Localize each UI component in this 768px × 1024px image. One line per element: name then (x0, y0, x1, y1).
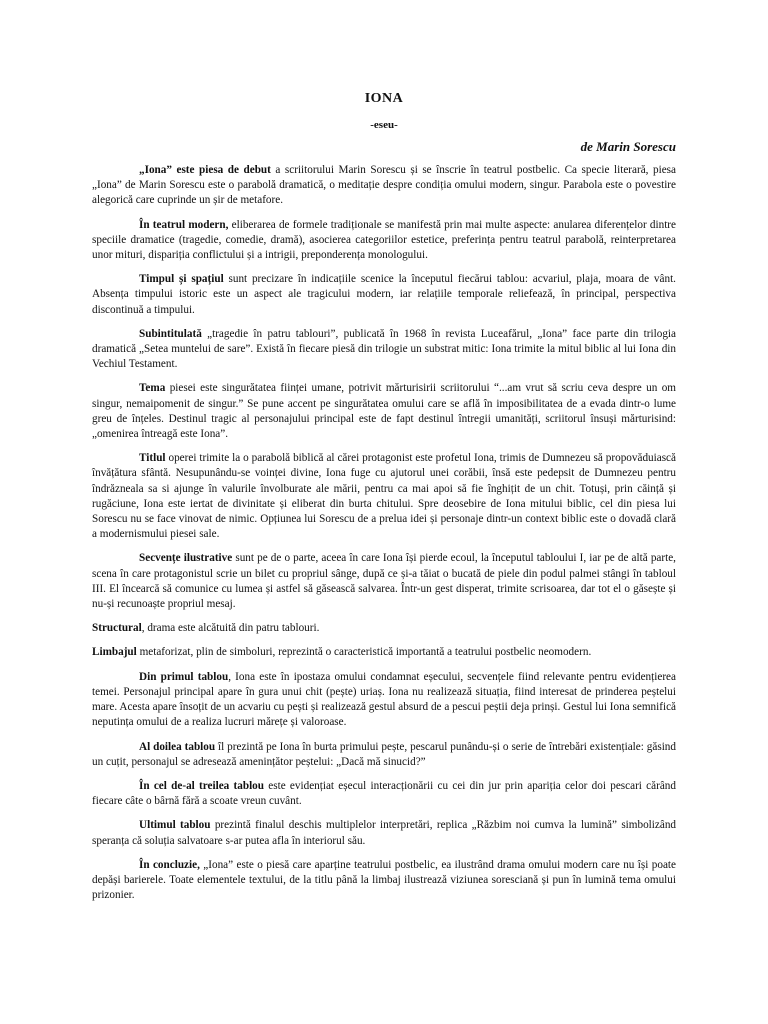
paragraph-text: , drama este alcătuită din patru tablouri. (141, 622, 320, 635)
paragraph-text: piesei este singurătatea ființei umane, potrivit mărturisirii scriitorului “...am vrut să scriu ceva despre un om singur, nemaipomenit de singur.” Se pune accent pe singurătatea omului care se află în imposibilitatea de a evada dintr-o lume greu de înțeles. Destinul tragic al personajului principal este de fapt destinul întregii umanități, scriitorul însuși mărturisind: „omenirea întreagă este Iona”. (92, 382, 676, 441)
paragraph-text: a scriitorului Marin Sorescu și se înscrie în teatrul postbelic. Ca specie literară, piesa „Iona” de Marin Sorescu este o parabolă dramatică, o meditație despre condiția omului modern, singur. Parabola este o povestire alegorică care cuprinde un șir de metafore. (92, 164, 676, 207)
essay-paragraph (92, 818, 676, 848)
essay-body (92, 163, 676, 912)
essay-paragraph (92, 858, 676, 904)
paragraph-text: metaforizat, plin de simboluri, reprezintă o caracteristică importantă a teatrului postbelic neomodern. (136, 646, 592, 659)
essay-paragraph (92, 272, 676, 318)
paragraph-lead: Secvențe ilustrative (139, 552, 233, 565)
paragraph-lead: Al doilea tablou (139, 740, 216, 753)
essay-paragraph (92, 451, 676, 542)
paragraph-text: sunt precizare în indicațiile scenice la începutul fiecărui tablou: acvariul, plaja, moara de vânt. Absența timpului istoric este un aspect ale tragicului modern, iar relațiile temporale reliefează, în principal, perspectiva discontinuă a timpului. (92, 273, 676, 316)
essay-paragraph (92, 621, 676, 636)
paragraph-lead: În cel de-al treilea tablou (139, 779, 264, 792)
paragraph-lead: Ultimul tablou (139, 819, 211, 832)
paragraph-text: operei trimite la o parabolă biblică al cărei protagonist este profetul Iona, trimis de Dumnezeu să propovăduiască învățătura sfântă. Nesupunându-se voinței divine, Iona fuge cu ajutorul unei corăbii, însă este pedepsit de Dumnezeu pentru îndrăzneala sa si ajunge în valurile învolburate ale mării, pentru ca mai apoi să fie înghițit de un chit. Totuși, prin căință și rugăciune, Iona este iertat de divinitate și eliberat din burta chitului. Spre deosebire de Iona mitului biblic, cel din piesa lui Sorescu nu se face vinovat de nimic. Opțiunea lui Sorescu de a prelua idei și personaje dintr-un context biblic este o dovadă clară a modernismului piesei sale. (92, 452, 676, 541)
essay-paragraph (92, 670, 676, 731)
paragraph-text: îl prezintă pe Iona în burta primului pește, pescarul punându-și o serie de întrebări existențiale: găsind un cuțit, personajul se adresează amenințător peștelui: „Dacă mă sinucid?” (92, 740, 676, 768)
essay-paragraph (92, 779, 676, 809)
essay-paragraph (92, 163, 676, 209)
paragraph-lead: Titlul (139, 452, 166, 465)
paragraph-lead: Din primul tablou (139, 670, 229, 683)
paragraph-text: sunt pe de o parte, aceea în care Iona își pierde ecoul, la începutul tabloului I, iar pe de altă parte, scena în care protagonistul scrie un bilet cu propriul sânge, după ce și-a tăiat o bucată de piele din podul palmei stângi în tabloul III. El încearcă să comunice cu lumea și astfel să găsească salvarea. Într-un gest disperat, trimite scrisoarea, dar tot el o găsește și nu-și recunoaște propriul mesaj. (92, 552, 676, 611)
paragraph-lead: Timpul și spațiul (139, 273, 224, 286)
essay-paragraph (92, 645, 676, 660)
paragraph-text: este evidențiat eșecul interacționării cu cei din jur prin apariția celor doi pescari cărând fiecare câte o bârnă fără a scoate vreun cuvânt. (92, 779, 676, 808)
essay-paragraph (92, 551, 676, 612)
document-title: IONA (364, 91, 404, 106)
essay-paragraph (92, 327, 676, 373)
paragraph-text: prezintă finalul deschis multiplelor interpretări, replica „Răzbim noi cumva la lumină” simbolizând speranța că soluția salvatoare s-ar putea afla în interiorul său. (92, 819, 677, 847)
paragraph-lead: În concluzie, (139, 858, 200, 871)
document-author: de Marin Sorescu (580, 139, 676, 154)
document-page (92, 0, 676, 1024)
paragraph-text: „Iona” este o piesă care aparține teatrului postbelic, ea ilustrând drama omului modern care nu își poate depăși barierele. Toate elementele textului, de la titlu până la limbaj ilustrează viziunea soresciană și pun în lumină tema omului prizonier. (92, 858, 676, 902)
paragraph-text: „tragedie în patru tablouri”, publicată în 1968 în revista Luceafărul, „Iona” face parte din trilogia dramatică „Setea muntelui de sare”. Există în fiecare piesă din trilogie un substrat mitic: Iona trimite la mitul biblic al lui Iona din Vechiul Testament. (92, 327, 676, 371)
paragraph-lead: În teatrul modern, (139, 218, 229, 231)
paragraph-lead: Structural (92, 622, 142, 635)
paragraph-lead: Limbajul (92, 646, 137, 659)
paragraph-text: , Iona este în ipostaza omului condamnat eșecului, secvențele fiind relevante pentru evidențierea temei. Personajul principal apare în gura unui chit (pește) uriaș. Iona nu realizează situația, fiind interesat de prinderea peștelui mare. Acesta apare însoțit de un acvariu cu pești și realizează gestul absurd de a pescui peștii deja prinși. Gestul lui Iona semnifică neputința omului de a realiza lucruri mărețe și valoroase. (92, 670, 676, 729)
essay-paragraph (92, 218, 676, 264)
paragraph-lead: Subintitulată (139, 327, 202, 340)
paragraph-lead: Tema (139, 382, 166, 395)
document-subtitle: -eseu- (370, 119, 398, 131)
essay-paragraph (92, 381, 676, 442)
paragraph-text: eliberarea de formele tradiționale se manifestă prin mai multe aspecte: anularea diferențelor dintre speciile dramatice (tragedie, comedie, dramă), asocierea categoriilor estetice, preferința pentru teatrul parabolă, reinterpretarea unor mituri, dispariția conflictului și a intrigii, preponderența monologului. (92, 218, 676, 262)
paragraph-lead: „Iona” este piesa de debut (139, 164, 271, 176)
essay-paragraph (92, 740, 676, 770)
